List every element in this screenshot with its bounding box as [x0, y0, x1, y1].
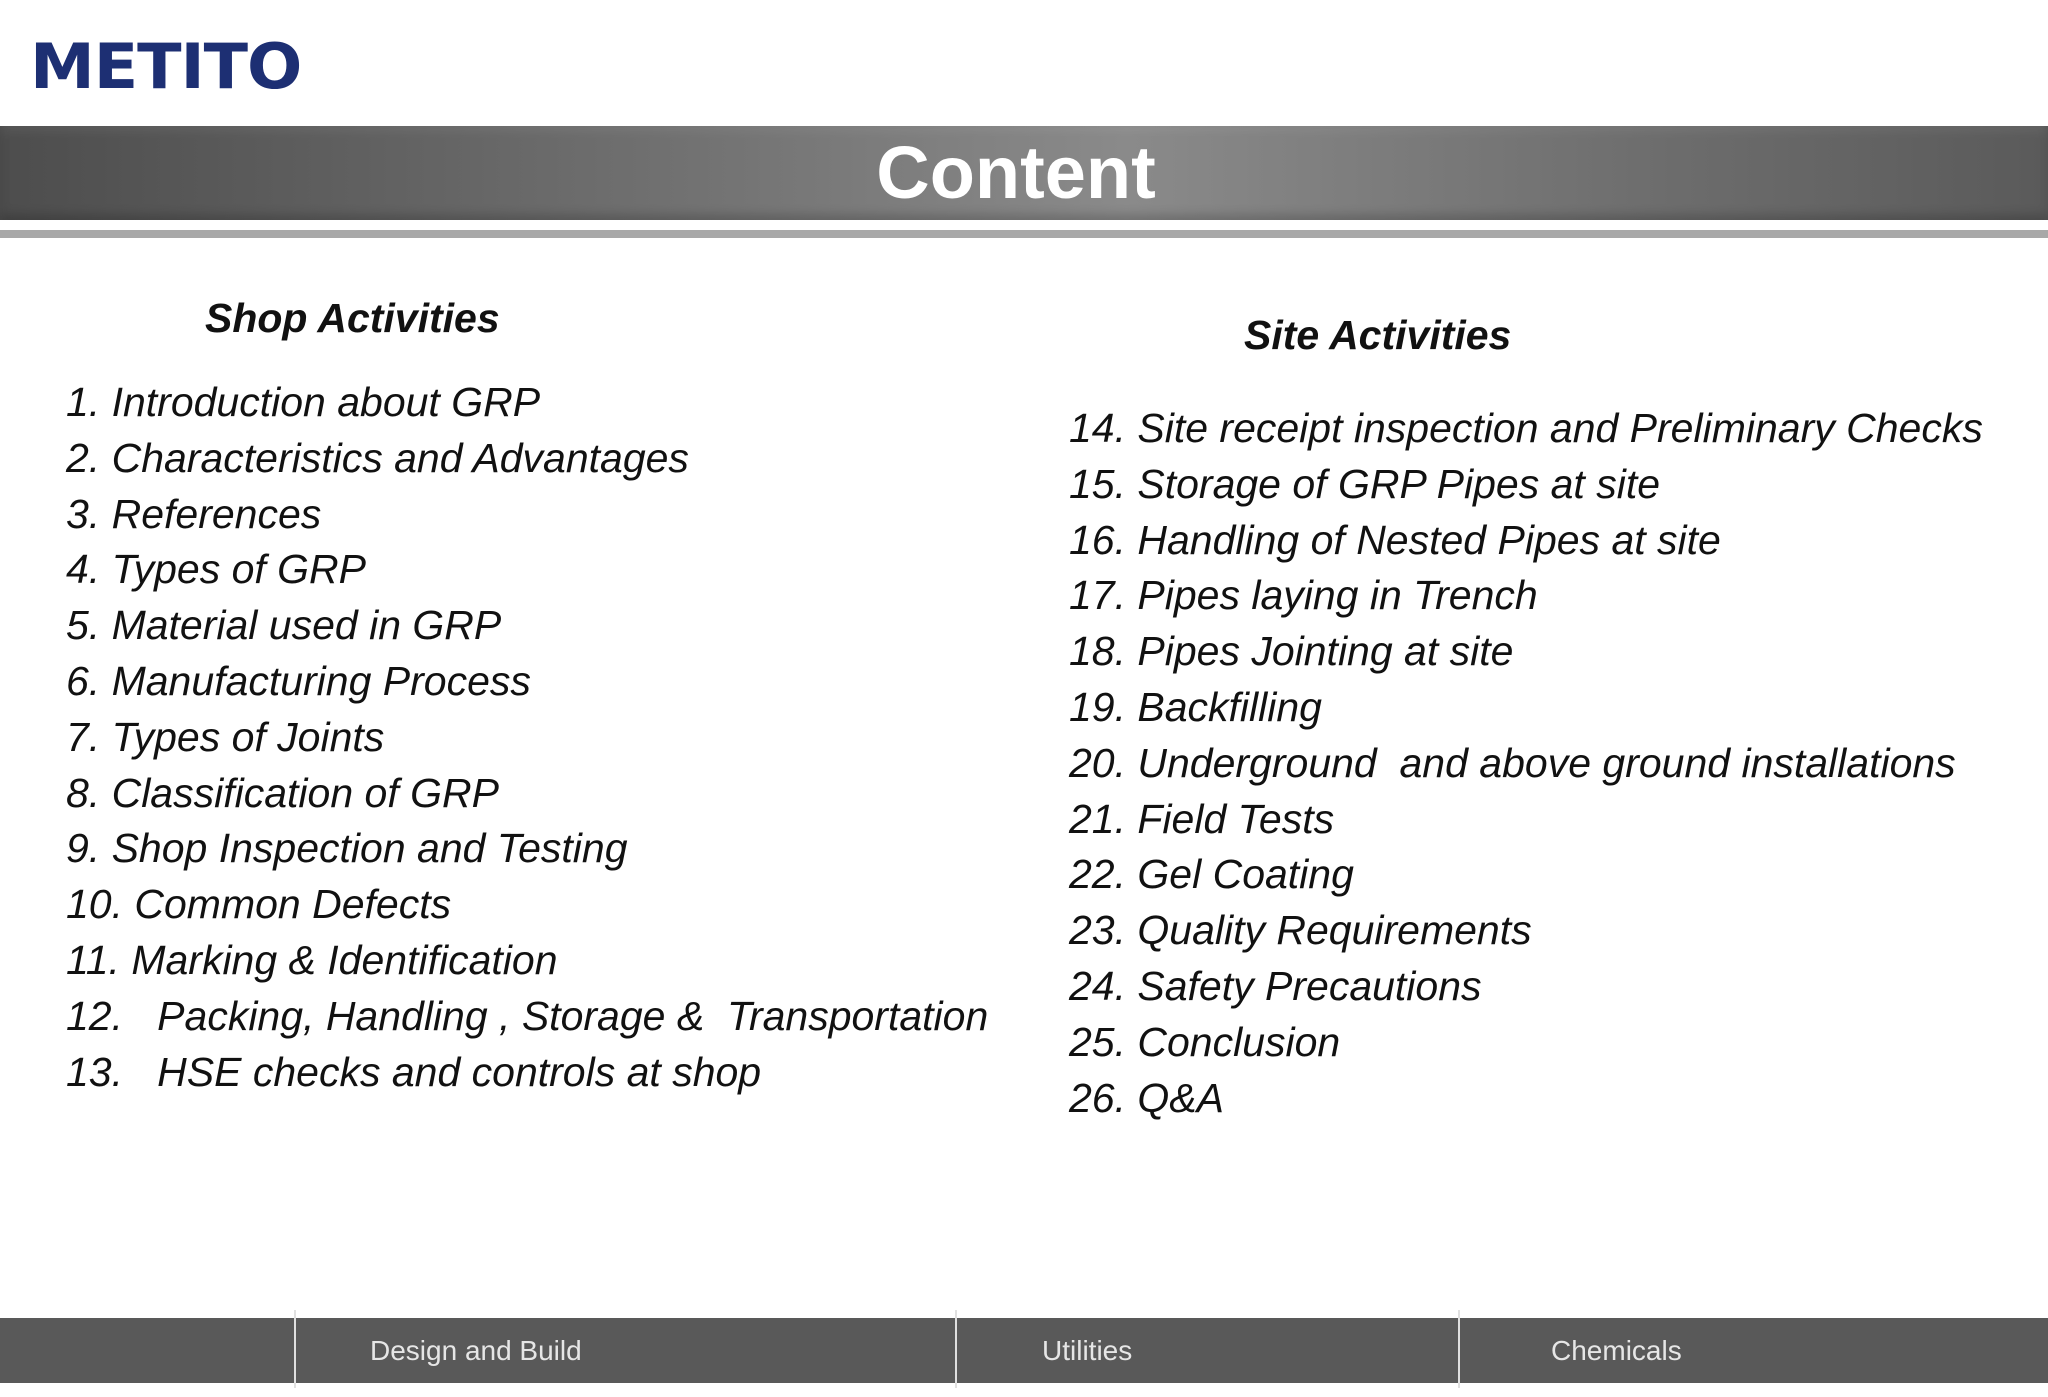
footer-divider: [955, 1310, 957, 1388]
list-item: 13. HSE checks and controls at shop: [66, 1048, 762, 1095]
shop-activities-heading: Shop Activities: [205, 295, 500, 341]
list-item: 2. Characteristics and Advantages: [66, 434, 689, 481]
site-activities-list: [1069, 401, 1983, 1126]
list-item: 15. Storage of GRP Pipes at site: [1069, 460, 1661, 507]
site-activities-heading: Site Activities: [1244, 312, 1512, 358]
list-item: 12. Packing, Handling , Storage & Transportation: [66, 992, 989, 1039]
list-item: 14. Site receipt inspection and Preliminary Checks: [1069, 405, 1983, 451]
list-item: 21. Field Tests: [1069, 795, 1335, 842]
list-item: 22. Gel Coating: [1069, 851, 1354, 898]
list-item: 11. Marking & Identification: [66, 936, 558, 983]
list-item: 1. Introduction about GRP: [66, 379, 541, 425]
list-item: 17. Pipes laying in Trench: [1069, 572, 1538, 619]
list-item: 18. Pipes Jointing at site: [1069, 628, 1514, 675]
list-item: 19. Backfilling: [1069, 683, 1322, 730]
list-item: 4. Types of GRP: [66, 546, 367, 593]
footer-divider: [1458, 1310, 1460, 1388]
list-item: 8. Classification of GRP: [66, 769, 499, 816]
list-item: 7. Types of Joints: [66, 713, 385, 760]
page-title: Content: [876, 131, 1156, 214]
list-item: 3. References: [66, 490, 322, 537]
footer-divider: [294, 1310, 296, 1388]
footer-utilities: Utilities: [1042, 1335, 1133, 1366]
list-item: 23. Quality Requirements: [1069, 907, 1532, 954]
list-item: 6. Manufacturing Process: [66, 657, 531, 704]
metito-logo: [30, 30, 302, 103]
list-item: 20. Underground and above ground installations: [1069, 739, 1956, 786]
shop-activities-list: [66, 375, 988, 1100]
footer-bar: [0, 1318, 2048, 1383]
logo-wordmark: METITO: [30, 30, 302, 103]
footer-chemicals: Chemicals: [1551, 1335, 1682, 1366]
list-item: 25. Conclusion: [1069, 1018, 1341, 1065]
list-item: 26. Q&A: [1069, 1074, 1224, 1121]
list-item: 24. Safety Precautions: [1069, 962, 1482, 1009]
list-item: 5. Material used in GRP: [66, 602, 502, 649]
list-item: 9. Shop Inspection and Testing: [66, 825, 628, 872]
title-underline: [0, 230, 2048, 238]
footer-design-and-build: Design and Build: [370, 1335, 582, 1366]
list-item: 16. Handling of Nested Pipes at site: [1069, 516, 1721, 563]
list-item: 10. Common Defects: [66, 881, 452, 928]
